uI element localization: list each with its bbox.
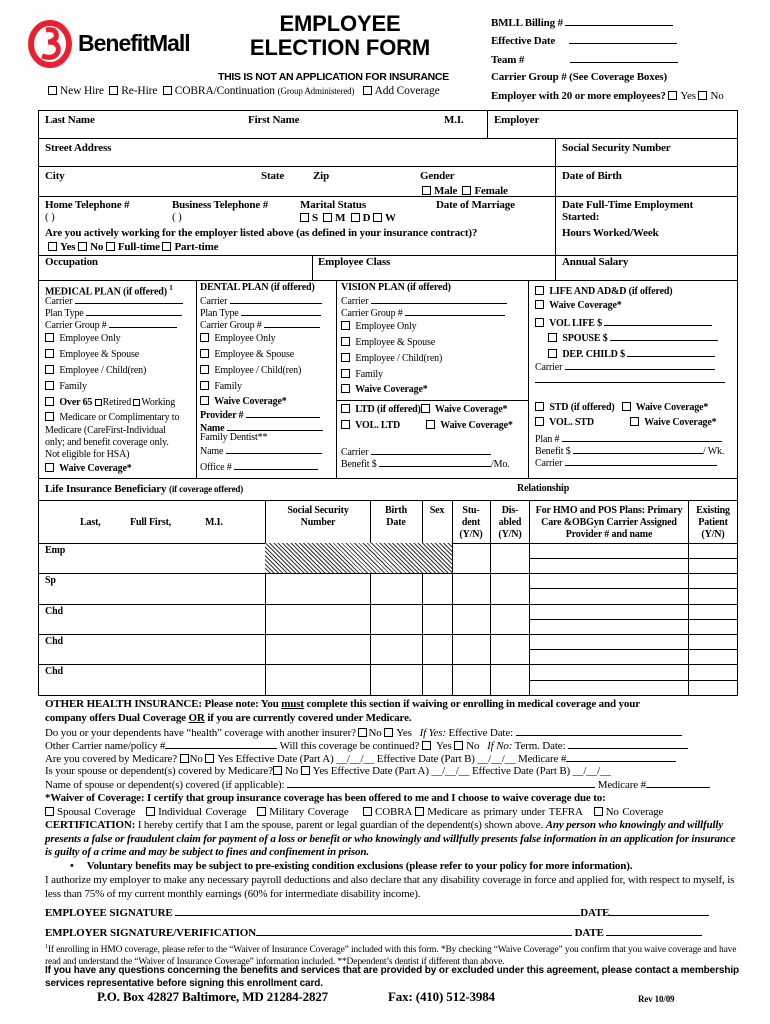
std-waive-checkbox[interactable] [622,402,631,411]
footer-address: P.O. Box 42827 Baltimore, MD 21284-2827 [97,989,329,1004]
dental-employee-children[interactable]: Employee / Child(ren) [200,365,301,377]
medical-plan-title: MEDICAL PLAN (if offered) $^1$ [45,284,173,298]
std-row: STD (if offered) Waive Coverage* [535,402,708,414]
mi-field[interactable]: M.I. [444,114,464,126]
logo-text: BenefitMall [78,30,190,56]
vision-group-field[interactable]: Carrier Group # [341,306,505,320]
medicare-note: Medicare (CareFirst-Individual [45,425,166,436]
single-checkbox[interactable] [300,213,309,222]
vol-ltd-row: VOL. LTD Waive Coverage* [341,420,513,432]
life-carrier-field[interactable]: Carrier [535,360,715,374]
hatched-area [265,543,452,573]
medicare-row: Are you covered by Medicare? No Yes Effective Date (Part A) __/__/__ Effective Date (Part B) __/__/__ Medicare # [45,752,676,765]
effective-date-field[interactable]: Effective Date [491,34,677,47]
vol-std-waive-checkbox[interactable] [630,417,639,426]
authorize-statement: I authorize my employer to make any necessary payroll deductions and also declare that any disability coverage in force and applied for, with respect to myself, is less than 75% of my current monthly earnings (60% for intermediate disability income). [45,874,735,900]
ltd-benefit-field[interactable]: Benefit $ /Mo. [341,459,510,470]
col-ssn: Social Security Number [287,505,349,528]
other-carrier-field[interactable] [165,739,277,749]
vision-waive[interactable]: Waive Coverage* [341,384,428,396]
row-chd: Chd [45,636,63,647]
dental-plan-type-field[interactable]: Plan Type [200,306,321,320]
marital-status-label: Marital Status [300,199,367,211]
ltd-carrier-field[interactable]: Carrier [341,445,491,459]
actively-working-question: Are you actively working for the employer listed above (as defined in your insurance contract)? [45,227,478,239]
vision-employee-spouse[interactable]: Employee & Spouse [341,337,435,349]
row-chd: Chd [45,666,63,677]
vision-carrier-field[interactable]: Carrier [341,294,507,308]
no-coverage-checkbox[interactable] [594,807,603,816]
spouse-life-field[interactable]: SPOUSE $ [548,331,718,345]
spouse-medicare-no-checkbox[interactable] [273,766,282,775]
vision-employee-children[interactable]: Employee / Child(ren) [341,353,442,365]
state-field[interactable]: State [261,170,285,182]
vision-employee-only[interactable]: Employee Only [341,321,416,333]
std-carrier-field[interactable]: Carrier [535,456,717,470]
dental-employee-only[interactable]: Employee Only [200,333,275,345]
employee-date-field[interactable] [609,906,709,916]
questions-notice: If you have any questions concerning the benefits and services that are provided by or excluded under this agreement, please contact a membership services representative before signing this enrollment card. [45,965,740,989]
gender-options: Male Female [422,185,508,197]
enrollment-type: New Hire Re-Hire COBRA/Continuation (Group Administered) Add Coverage [48,85,440,97]
new-hire-checkbox[interactable] [48,86,57,95]
dental-group-field[interactable]: Carrier Group # [200,318,320,332]
employer-signature-row: EMPLOYER SIGNATURE/VERIFICATION DATE [45,926,702,939]
employee-signature-row: EMPLOYEE SIGNATURE DATE [45,906,709,919]
zip-field[interactable]: Zip [313,170,330,182]
gender-label: Gender [420,170,455,182]
col-sex: Sex [429,505,445,516]
ltd-waive-checkbox[interactable] [421,404,430,413]
vol-ltd-waive-checkbox[interactable] [426,420,435,429]
divorced-checkbox[interactable] [351,213,360,222]
vision-family[interactable]: Family [341,369,383,381]
dob-field[interactable]: Date of Birth [562,170,622,182]
footer-fax: Fax: (410) 512-3984 [388,989,495,1004]
col-hmo: For HMO and POS Plans: Primary Care &OBGyn Carrier Assigned Provider # and name [535,505,683,540]
other-effective-date-field[interactable] [516,726,682,736]
medical-employee-children[interactable]: Employee / Child(ren) [45,365,146,377]
certification: CERTIFICATION: I hereby certify that I am the spouse, parent or legal guardian of the dependent(s) shown above. Any person who knowingly and willfully presents a false or fraudulent claim for payment of a loss or benefit or who knowingly and willfully presents false information in an application for insurance is guilty of a crime and may be subject to fines and confinement in prison. [45,819,736,858]
date-of-marriage-field[interactable]: Date of Marriage [436,199,515,211]
medical-plan-type-field[interactable]: Plan Type [45,306,182,320]
col-birth: Birth Date [384,505,408,528]
full-time-checkbox[interactable] [106,242,115,251]
spouse-name-row: Name of spouse or dependent(s) covered (if applicable): Medicare # [45,778,710,791]
dental-family[interactable]: Family [200,381,242,393]
vol-std-row: VOL. STD Waive Coverage* [535,417,717,429]
employer-20-question: Employer with 20 or more employees? Yes No [491,90,724,102]
col-student: Stu- dent (Y/N) [459,505,483,540]
dep-child-life-field[interactable]: DEP. CHILD $ [548,347,715,361]
term-date-field[interactable] [568,739,688,749]
row-sp: Sp [45,575,56,586]
footnote: $^1$If enrolling in HMO coverage, please refer to the “Waiver of Insurance Coverage” included with this form. *By checking “Waive Coverage” you confirm that you waive coverage and have read and understand the “Waiver of Insurance Coverage” information included. **Dependent’s dentist if different than above. [45,944,737,968]
spouse-medicare-yes-checkbox[interactable] [301,766,310,775]
dental-name-field[interactable]: Name [200,421,323,435]
col-mi: M.I. [205,517,223,528]
first-name-field[interactable]: First Name [248,114,300,126]
medical-family[interactable]: Family [45,381,87,393]
beneficiary-title: Life Insurance Beneficiary (if coverage offered) [45,483,244,495]
other-coverage-question: Do you or your dependents have “health” coverage with another insurer? No Yes If Yes: Effective Date: [45,726,682,739]
ltd-row: LTD (if offered) Waive Coverage* [341,404,507,416]
female-checkbox[interactable] [462,186,471,195]
row-chd: Chd [45,606,63,617]
medical-waive[interactable]: Waive Coverage* [45,463,132,475]
medicare-no-checkbox[interactable] [180,754,189,763]
employer-date-field[interactable] [606,926,702,936]
medical-employee-spouse[interactable]: Employee & Spouse [45,349,139,361]
carrier-group-label: Carrier Group # (See Coverage Boxes) [491,71,667,83]
revision: Rev 10/09 [638,994,675,1004]
col-existing: Existing Patient (Y/N) [696,505,730,540]
city-field[interactable]: City [45,170,65,182]
individual-coverage-checkbox[interactable] [146,807,155,816]
continued-yes-checkbox[interactable] [422,741,431,750]
home-tel-paren: ( ) [45,211,55,223]
voluntary-benefits-bullet: • Voluntary benefits may be subject to pre-existing condition exclusions (please refer to your policy for more information). [70,860,633,872]
benefitmall-logo-icon [28,20,76,68]
spouse-medicare-number-field[interactable] [646,778,710,788]
other-yes-checkbox[interactable] [384,728,393,737]
employer20-no-checkbox[interactable] [698,91,707,100]
employee-class-field[interactable]: Employee Class [318,256,391,268]
business-tel-paren: ( ) [172,211,182,223]
street-address-field[interactable]: Street Address [45,142,112,154]
cobra-waiver-checkbox[interactable] [363,807,372,816]
occupation-field[interactable]: Occupation [45,256,98,268]
re-hire-checkbox[interactable] [109,86,118,95]
employer-signature-field[interactable] [256,926,572,936]
male-checkbox[interactable] [422,186,431,195]
family-dentist-label: Family Dentist** [200,432,268,443]
medicare-note: only; and benefit coverage only. [45,437,169,448]
ltd-checkbox[interactable] [341,404,350,413]
other-health-heading: OTHER HEALTH INSURANCE: Please note: You must complete this section if waiving or enrolling in medical coverage and your [45,698,640,710]
waiver-heading: *Waiver of Coverage: I certify that group insurance coverage has been offered to me and I choose to waive coverage due to: [45,792,606,804]
life-add[interactable]: LIFE AND AD&D (if offered) [535,286,672,298]
ssn-field[interactable]: Social Security Number [562,142,671,154]
fulltime-date-label2: Started: [562,211,600,223]
medicare-note: Not eligible for HSA) [45,449,130,460]
medicare-complimentary[interactable]: Medicare or Complimentary to [45,412,179,424]
medical-over65[interactable]: Over 65 Retired Working [45,397,175,409]
medicare-yes-checkbox[interactable] [205,754,214,763]
spousal-coverage-checkbox[interactable] [45,807,54,816]
cobra-checkbox[interactable] [163,86,172,95]
col-last: Last, [80,517,101,528]
std-plan-field[interactable]: Plan # [535,432,722,446]
dental-carrier-field[interactable]: Carrier [200,294,322,308]
std-benefit-field[interactable]: Benefit $ / Wk. [535,446,725,457]
dental-waive[interactable]: Waive Coverage* [200,396,287,408]
employer-field[interactable]: Employer [494,114,540,126]
military-coverage-checkbox[interactable] [257,807,266,816]
part-time-checkbox[interactable] [162,242,171,251]
marital-options: S M D W [300,212,396,224]
medical-group-field[interactable]: Carrier Group # [45,318,177,332]
home-telephone-field[interactable]: Home Telephone # [45,199,130,211]
actively-working-options: Yes No Full-time Part-time [48,241,218,253]
other-carrier-row: Other Carrier name/policy # Will this coverage be continued? Yes No If No: Term. Date: [45,739,688,752]
other-health-heading2: company offers Dual Coverage OR if you are currently covered under Medicare. [45,712,412,724]
dental-provider-field[interactable]: Provider # [200,408,320,422]
medical-employee-only[interactable]: Employee Only [45,333,120,345]
fulltime-date-field[interactable]: Date Full-Time Employment [562,199,694,211]
vol-life-field[interactable]: VOL LIFE $ [535,316,712,330]
vision-plan-title: VISION PLAN (if offered) [341,282,451,293]
form-title-line2: ELECTION FORM [249,35,431,60]
hours-worked-field[interactable]: Hours Worked/Week [562,227,659,239]
dental-plan-title: DENTAL PLAN (if offered) [200,282,315,293]
spouse-medicare-row: Is your spouse or dependent(s) covered by Medicare? No Yes Effective Date (Part A) __/__/__ Effective Date (Part B) __/__/__ [45,765,611,777]
dentist-name-field[interactable]: Name [200,444,322,458]
spouse-name-field[interactable] [287,778,595,788]
last-name-field[interactable]: Last Name [45,114,95,126]
medical-carrier-field[interactable]: Carrier [45,294,183,308]
aw-no-checkbox[interactable] [78,242,87,251]
annual-salary-field[interactable]: Annual Salary [562,256,629,268]
dentist-office-field[interactable]: Office # [200,460,318,474]
form-title-line1: EMPLOYEE [279,11,401,36]
std-checkbox[interactable] [535,402,544,411]
employee-signature-field[interactable] [175,906,580,916]
notice: THIS IS NOT AN APPLICATION FOR INSURANCE [218,71,449,83]
widowed-checkbox[interactable] [373,213,382,222]
aw-yes-checkbox[interactable] [48,242,57,251]
business-telephone-field[interactable]: Business Telephone # [172,199,269,211]
medicare-tefra-checkbox[interactable] [415,807,424,816]
married-checkbox[interactable] [323,213,332,222]
col-first: Full First, [130,517,172,528]
waiver-options: Spousal Coverage Individual Coverage Military Coverage COBRA Medicare as primary under TEFRA No Coverage [45,806,663,818]
life-waive[interactable]: Waive Coverage* [535,300,622,312]
row-emp: Emp [45,545,66,556]
relationship-label: Relationship [517,483,570,494]
bmll-billing-field[interactable]: BMLL Billing # [491,16,673,29]
continued-no-checkbox[interactable] [454,741,463,750]
dental-employee-spouse[interactable]: Employee & Spouse [200,349,294,361]
other-no-checkbox[interactable] [358,728,367,737]
col-disabled: Dis- abled (Y/N) [498,505,522,540]
vol-std-checkbox[interactable] [535,417,544,426]
employer20-yes-checkbox[interactable] [668,91,677,100]
team-field[interactable]: Team # [491,53,678,66]
add-coverage-checkbox[interactable] [363,86,372,95]
medicare-number-field[interactable] [566,752,676,762]
vol-ltd-checkbox[interactable] [341,420,350,429]
